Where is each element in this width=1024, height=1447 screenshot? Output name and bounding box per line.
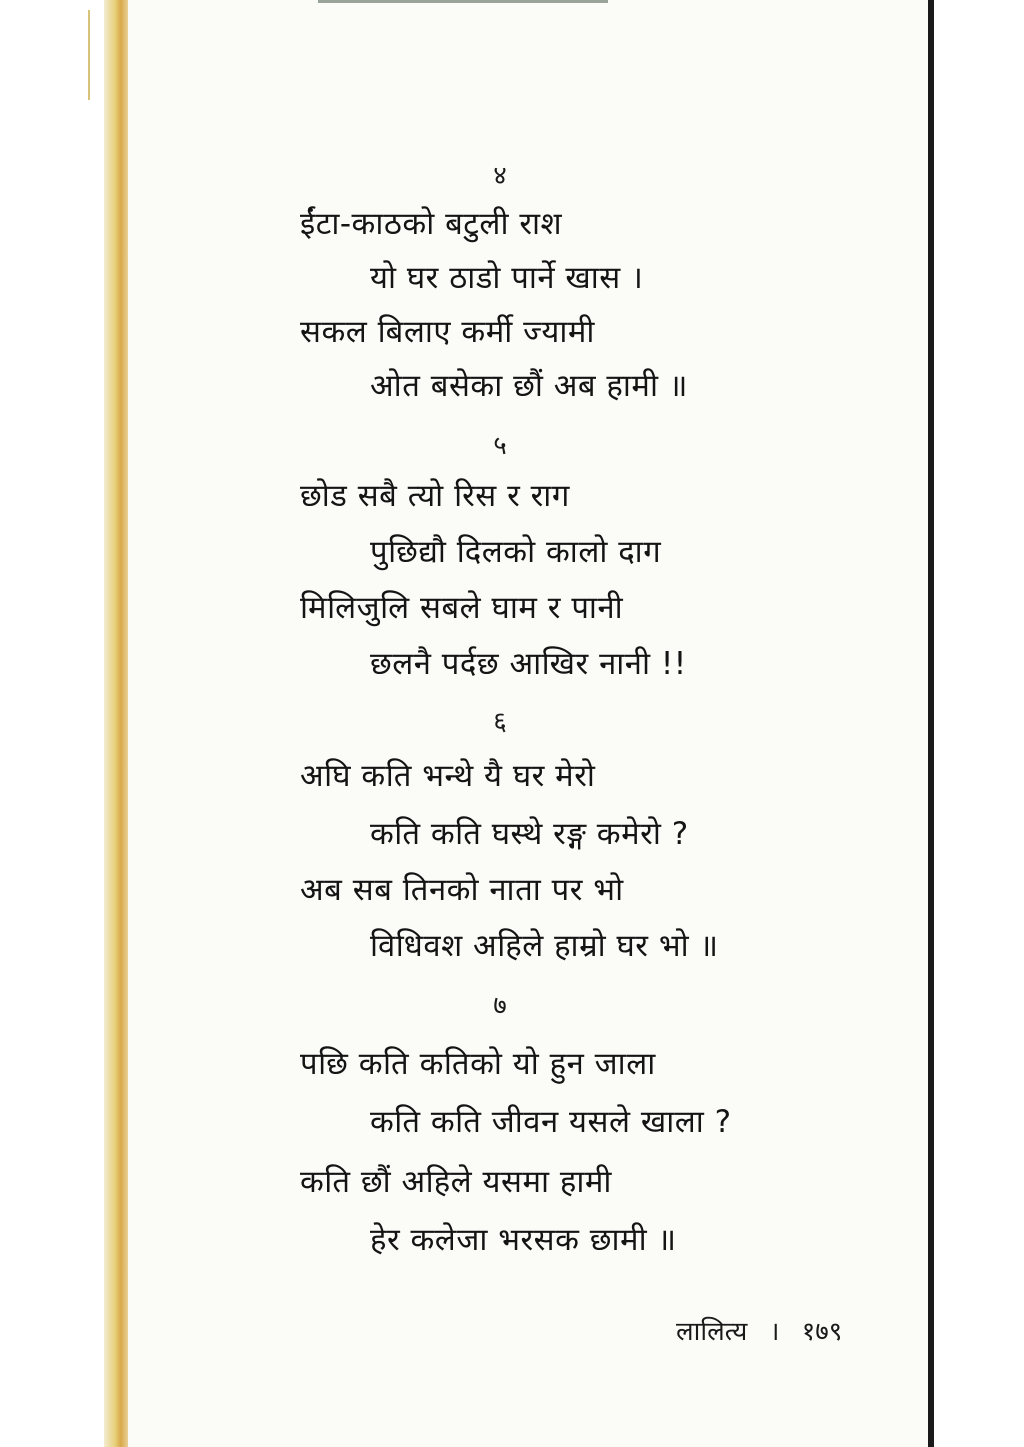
stanza-number: ६ [493,707,507,737]
footer-separator: । [769,1317,780,1347]
verse-line: यो घर ठाडो पार्ने खास । [370,260,644,296]
verse-line: हेर कलेजा भरसक छामी ॥ [370,1222,677,1258]
top-rule [318,0,608,3]
page-footer [676,1312,842,1348]
stanza-number: ५ [493,431,507,461]
verse-line: पछि कति कतिको यो हुन जाला [300,1046,656,1082]
verse-line: ओत बसेका छौं अब हामी ॥ [370,368,688,404]
verse-line: पुछिद्यौ दिलको कालो दाग [370,534,662,570]
verse-line: कति कति जीवन यसले खाला ? [370,1104,732,1140]
verse-line: मिलिजुलि सबले घाम र पानी [300,590,624,626]
verse-line: कति कति घस्थे रङ्ग कमेरो ? [370,816,689,852]
page-right-edge [928,0,934,1447]
page-number: १७९ [801,1317,843,1347]
page-edge-mark [88,10,90,100]
verse-line: विधिवश अहिले हाम्रो घर भो ॥ [370,928,719,964]
verse-line: ईंटा-काठको बटुली राश [300,206,563,242]
verse-line: छलनै पर्दछ आखिर नानी !! [370,646,687,682]
verse-line: छोड सबै त्यो रिस र राग [300,478,570,514]
verse-line: अघि कति भन्थे यै घर मेरो [300,758,596,794]
stanza-number: ४ [493,161,507,191]
stanza-number: ७ [493,991,507,1021]
verse-line: सकल बिलाए कर्मी ज्यामी [300,314,595,350]
verse-line: अब सब तिनको नाता पर भो [300,872,624,908]
verse-line: कति छौं अहिले यसमा हामी [300,1164,612,1200]
book-title: लालित्य [676,1317,748,1347]
